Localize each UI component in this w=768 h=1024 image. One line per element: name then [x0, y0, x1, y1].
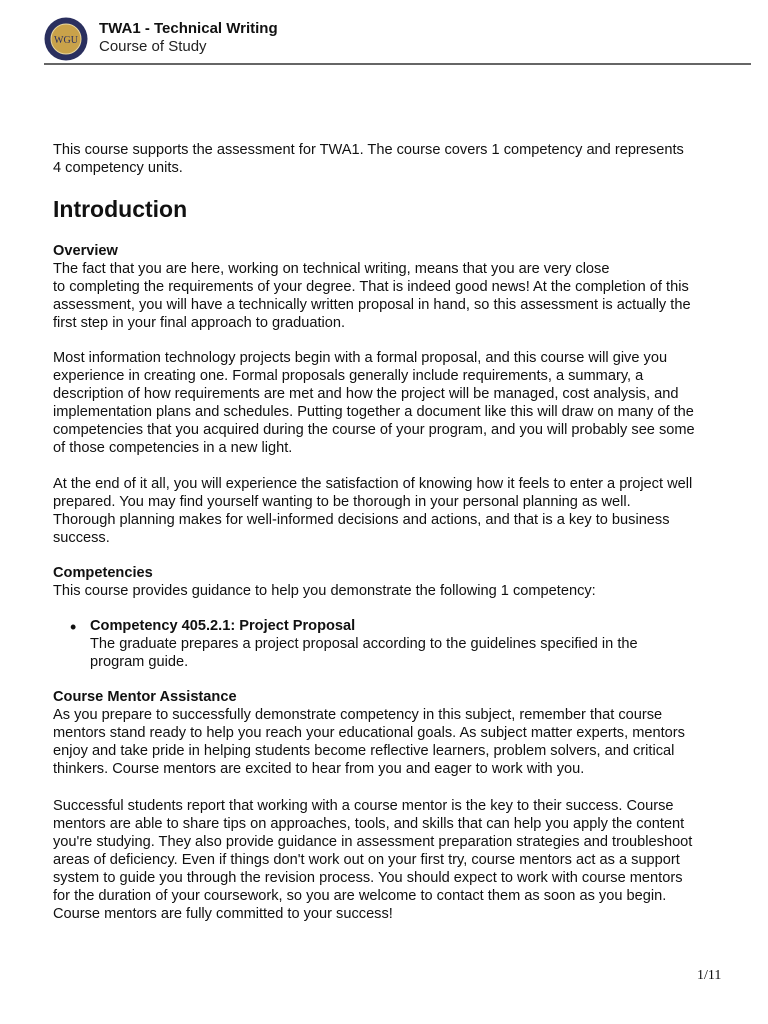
- line: prepared. You may find yourself wanting to be thorough in your personal planning as well.: [53, 494, 631, 510]
- document-title: TWA1 - Technical Writing: [99, 20, 278, 37]
- line: Course mentors are fully committed to your success!: [53, 906, 393, 922]
- mentor-section: [53, 688, 685, 778]
- line: experience in creating one. Formal proposals generally include requirements, a summary, a: [53, 368, 644, 384]
- paragraph-proposals: [53, 349, 695, 457]
- line: The fact that you are here, working on technical writing, means that you are very close: [53, 261, 610, 277]
- line: implementation plans and schedules. Putting together a document like this will draw on many of the: [53, 404, 694, 420]
- line: thinkers. Course mentors are excited to hear from you and eager to work with you.: [53, 761, 585, 777]
- line: assessment, you will have a technically written proposal in hand, so this assessment is actually the: [53, 297, 691, 313]
- paragraph-satisfaction: [53, 475, 692, 547]
- line: you're studying. They also provide guidance in assessment preparation strategies and troubleshoot: [53, 834, 693, 850]
- bullet-icon: •: [70, 617, 77, 637]
- mentor-heading: Course Mentor Assistance: [53, 689, 237, 705]
- line: Successful students report that working with a course mentor is the key to their success. Course: [53, 798, 674, 814]
- line: for the duration of your coursework, so you are welcome to contact them as soon as you begin.: [53, 888, 667, 904]
- line: 4 competency units.: [53, 160, 183, 176]
- line: Thorough planning makes for well-informed decisions and actions, and that is a key to business: [53, 512, 670, 528]
- section-heading-introduction: Introduction: [53, 196, 188, 222]
- competency-item: [90, 617, 638, 671]
- line: description of how requirements are met and how the project will be managed, cost analysis, and: [53, 386, 679, 402]
- competencies-section: [53, 564, 596, 600]
- line: At the end of it all, you will experience the satisfaction of knowing how it feels to enter a project well: [53, 476, 693, 492]
- intro-paragraph: [53, 141, 684, 177]
- line: system to guide you through the revision process. You should expect to work with course mentors: [53, 870, 683, 886]
- line: This course provides guidance to help you demonstrate the following 1 competency:: [53, 583, 596, 599]
- line: success.: [53, 530, 110, 546]
- paragraph-success: [53, 797, 692, 923]
- line: The graduate prepares a project proposal according to the guidelines specified in the: [90, 636, 638, 652]
- page-number: 1/11: [697, 968, 722, 983]
- line: of those competencies in a new light.: [53, 440, 293, 456]
- line: program guide.: [90, 654, 189, 670]
- header-divider: [44, 63, 751, 65]
- line: enjoy and take pride in helping students become reflective learners, problem solvers, and critical: [53, 743, 675, 759]
- competency-title: Competency 405.2.1: Project Proposal: [90, 618, 356, 634]
- line: As you prepare to successfully demonstrate competency in this subject, remember that course: [53, 707, 663, 723]
- line: mentors are able to share tips on approaches, tools, and skills that can help you apply the content: [53, 816, 685, 832]
- line: Most information technology projects begin with a formal proposal, and this course will give you: [53, 350, 668, 366]
- line: first step in your final approach to graduation.: [53, 315, 346, 331]
- line: areas of deficiency. Even if things don't work out on your first try, course mentors act as a support: [53, 852, 680, 868]
- document-subtitle: Course of Study: [99, 38, 207, 55]
- overview-heading: Overview: [53, 243, 118, 259]
- overview-section: [53, 242, 691, 332]
- line: This course supports the assessment for TWA1. The course covers 1 competency and represents: [53, 142, 684, 158]
- line: to completing the requirements of your degree. That is indeed good news! At the completion of this: [53, 279, 689, 295]
- svg-text:WGU: WGU: [54, 35, 78, 46]
- line: competencies that you acquired during the course of your program, and you will probably see some: [53, 422, 695, 438]
- line: mentors stand ready to help you reach your educational goals. As subject matter experts, mentors: [53, 725, 685, 741]
- competencies-heading: Competencies: [53, 565, 153, 581]
- wgu-logo: [44, 17, 88, 61]
